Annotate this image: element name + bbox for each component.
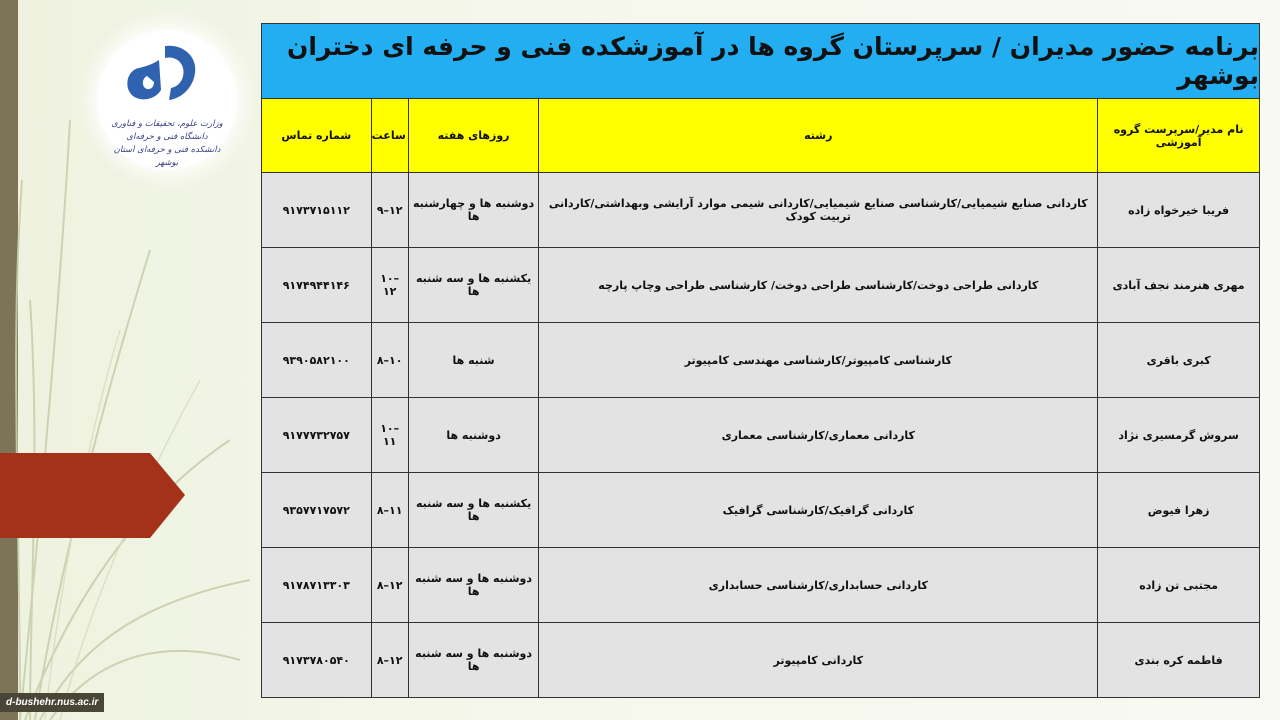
table-row <box>262 623 1260 698</box>
cell-hours: ۹–۱۲ <box>371 173 408 248</box>
cell-hours: ۸–۱۲ <box>371 623 408 698</box>
cell-days: شنبه ها <box>408 323 539 398</box>
cell-name: مجتبی تن زاده <box>1098 548 1260 623</box>
cell-name: فریبا خیرخواه زاده <box>1098 173 1260 248</box>
schedule-table <box>261 98 1260 698</box>
site-watermark: d-bushehr.nus.ac.ir <box>0 693 104 712</box>
cell-hours: ۸–۱۱ <box>371 473 408 548</box>
arrow-tab <box>0 453 185 538</box>
logo-line-1: وزارت علوم، تحقیقات و فناوری <box>111 119 223 129</box>
header-name: نام مدیر/سرپرست گروه آموزشی <box>1098 99 1260 173</box>
cell-field: کاردانی حسابداری/کارشناسی حسابداری <box>539 548 1098 623</box>
cell-phone: ۹۱۷۳۷۱۵۱۱۲ <box>262 173 372 248</box>
cell-phone: ۹۱۷۸۷۱۳۳۰۳ <box>262 548 372 623</box>
header-hours: ساعت <box>371 99 408 173</box>
cell-days: دوشنبه ها و چهارشنبه ها <box>408 173 539 248</box>
cell-days: دوشنبه ها و سه شنبه ها <box>408 548 539 623</box>
cell-hours: ۱۰–۱۱ <box>371 398 408 473</box>
cell-days: دوشنبه ها و سه شنبه ها <box>408 623 539 698</box>
cell-name: زهرا فیوض <box>1098 473 1260 548</box>
cell-days: دوشنبه ها <box>408 398 539 473</box>
table-header-row <box>262 99 1260 173</box>
page-title: برنامه حضور مدیران / سرپرستان گروه ها در آموزشکده فنی و حرفه ای دختران بوشهر <box>261 23 1260 99</box>
table-row <box>262 398 1260 473</box>
table-row <box>262 548 1260 623</box>
header-field: رشته <box>539 99 1098 173</box>
logo-line-2: دانشگاه فنی و حرفه‌ای <box>126 132 208 142</box>
cell-hours: ۱۰–۱۲ <box>371 248 408 323</box>
cell-phone: ۹۱۷۳۷۸۰۵۴۰ <box>262 623 372 698</box>
table-row <box>262 473 1260 548</box>
cell-field: کارشناسی کامپیوتر/کارشناسی مهندسی کامپیوتر <box>539 323 1098 398</box>
cell-name: مهری هنرمند نجف آبادی <box>1098 248 1260 323</box>
table-row <box>262 323 1260 398</box>
cell-name: سروش گرمسیری نژاد <box>1098 398 1260 473</box>
cell-phone: ۹۱۷۴۹۴۴۱۴۶ <box>262 248 372 323</box>
cell-field: کاردانی گرافیک/کارشناسی گرافیک <box>539 473 1098 548</box>
cell-phone: ۹۳۹۰۵۸۲۱۰۰ <box>262 323 372 398</box>
cell-days: یکشنبه ها و سه شنبه ها <box>408 248 539 323</box>
table-row <box>262 173 1260 248</box>
cell-field: کاردانی معماری/کارشناسی معماری <box>539 398 1098 473</box>
table-row <box>262 248 1260 323</box>
cell-days: یکشنبه ها و سه شنبه ها <box>408 473 539 548</box>
cell-field: کاردانی طراحی دوخت/کارشناسی طراحی دوخت/ کارشناسی طراحی وچاپ پارچه <box>539 248 1098 323</box>
cell-field: کاردانی صنایع شیمیایی/کارشناسی صنایع شیمیایی/کاردانی شیمی موارد آرایشی وبهداشتی/کاردانی تربیت کودک <box>539 173 1098 248</box>
cell-name: فاطمه کره بندی <box>1098 623 1260 698</box>
cell-name: کبری باقری <box>1098 323 1260 398</box>
cell-field: کاردانی کامپیوتر <box>539 623 1098 698</box>
cell-hours: ۸–۱۲ <box>371 548 408 623</box>
header-days: روزهای هفته <box>408 99 539 173</box>
header-phone: شماره تماس <box>262 99 372 173</box>
cell-phone: ۹۳۵۷۷۱۷۵۷۲ <box>262 473 372 548</box>
logo-line-3: دانشکده فنی و حرفه‌ای استان بوشهر <box>113 145 221 168</box>
university-logo <box>97 30 237 170</box>
cell-phone: ۹۱۷۷۷۳۲۷۵۷ <box>262 398 372 473</box>
cell-hours: ۸–۱۰ <box>371 323 408 398</box>
